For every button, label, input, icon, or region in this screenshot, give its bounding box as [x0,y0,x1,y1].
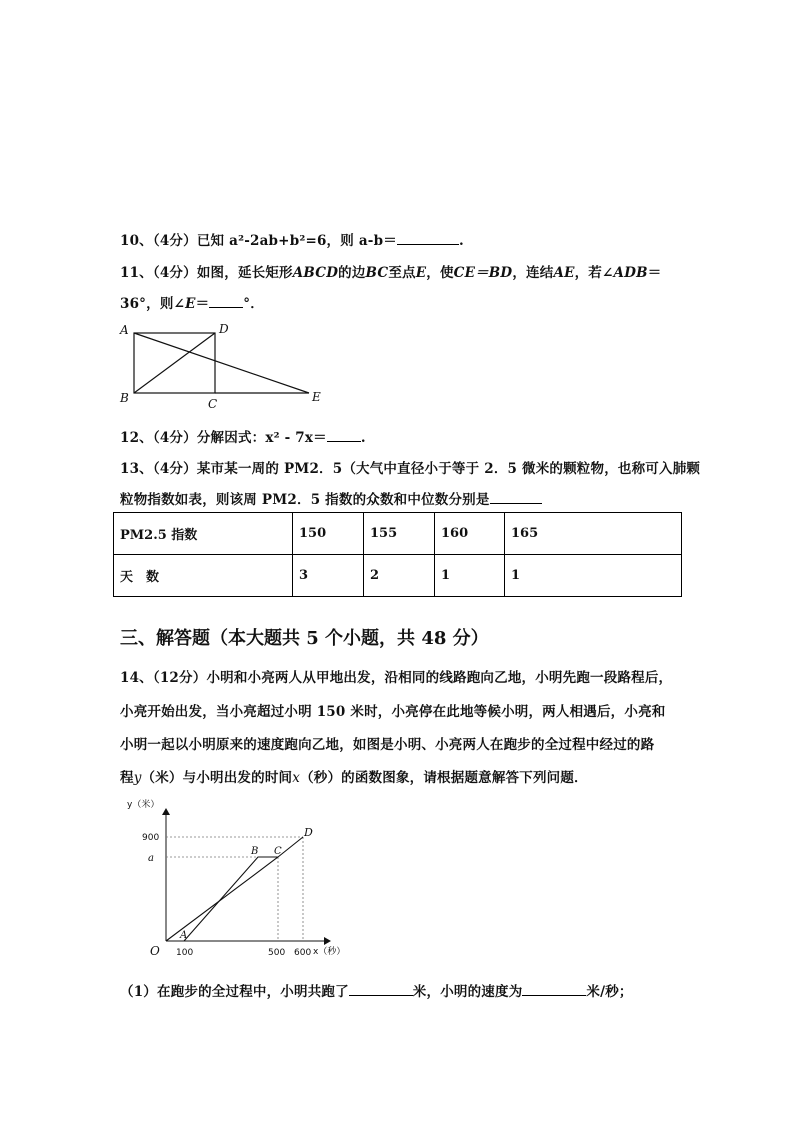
x-axis-label: x（秒） [313,947,346,957]
question-14-line1 [120,666,672,686]
q13-answer-blank[interactable] [490,489,542,504]
q11-text: °． [243,296,264,312]
q11-text: 至点 [388,265,416,281]
label-e: E [312,390,321,404]
table-cell: 155 [364,513,435,555]
y-axis-label: y（米） [127,800,160,810]
q13-text: 粒物指数如表，则该周 PM2．5 指数的众数和中位数分别是 [120,492,490,508]
q11-rect-name: ABCD [292,265,339,281]
q14-points: （12分） [152,670,207,686]
segment-ae [134,333,309,393]
q14-text: 小明和小亮两人从甲地出发，沿相同的线路跑向乙地，小明先跑一段路程后， [206,670,673,686]
label-a: A [120,323,129,337]
x-tick-600: 600 [294,948,312,958]
point-c: C [274,846,282,857]
table-cell: 165 [505,513,682,555]
question-11-line1 [120,261,661,281]
q11-text: 如图，延长矩形 [196,265,293,281]
label-c: C [208,397,218,411]
q14-sub1-text: 米，小明的速度为 [412,984,523,1000]
q11-answer-blank[interactable] [209,293,243,308]
q14-number: 14、 [120,670,153,686]
question-13-line1 [120,457,700,477]
q11-number: 11、 [120,265,153,281]
q12-answer-blank[interactable] [327,427,361,442]
q14-text: 程 [120,770,134,786]
q10-points: （4分） [152,233,197,249]
q13-text: 某市某一周的 PM2．5（大气中直径小于等于 2．5 微米的颗粒物，也称可入肺颗 [196,461,701,477]
diagonal-bd [134,333,215,393]
question-13-line2 [120,488,542,508]
q11-text: ＝ [195,296,210,312]
label-b: B [120,391,129,405]
q14-sub1-blank-speed[interactable] [522,981,586,996]
q14-text: 小明一起以小明原来的速度跑向乙地，如图是小明、小亮两人在跑步的全过程中经过的路 [120,737,655,753]
q10-text: 已知 a²-2ab+b²=6，则 a-b＝ [196,233,397,249]
q10-answer-blank[interactable] [397,230,459,245]
table-cell: 1 [505,555,682,597]
q14-sub1-text: 米/秒； [586,984,633,1000]
q11-text: ＝ [647,265,662,281]
question-14-sub1 [120,980,633,1000]
q14-text: 小亮开始出发，当小亮超过小明 150 米时，小亮停在此地等候小明，两人相遇后，小亮和 [120,704,666,720]
q14-var-x: x [292,770,301,786]
question-14-line3 [120,733,654,753]
q11-side-name: BC [365,265,389,281]
table-cell: 2 [364,555,435,597]
y-tick-900: 900 [142,833,160,843]
pm25-table [113,512,682,597]
point-b: B [251,846,259,857]
q14-var-y: y [133,770,142,786]
q12-text: 分解因式：x² - 7x＝ [196,430,327,446]
q11-segment: AE [553,265,575,281]
q11-text: 36°，则∠ [120,296,186,312]
section-heading: 三、解答题（本大题共 5 个小题，共 48 分） [120,628,489,649]
table-row [114,555,682,597]
q11-text: ，使 [426,265,454,281]
q11-point-e: E [185,296,196,312]
q14-sub1-text: （1）在跑步的全过程中，小明共跑了 [120,984,349,1000]
table-row [114,513,682,555]
question-10 [120,229,464,249]
q11-text: ，若∠ [574,265,614,281]
label-d: D [219,322,229,336]
q10-end: . [458,233,464,249]
q12-points: （4分） [152,430,197,446]
xiaoliang-line [184,857,278,941]
y-tick-a: a [148,853,154,864]
q11-points: （4分） [152,265,197,281]
table-cell: 1 [435,555,505,597]
x-tick-500: 500 [268,948,286,958]
question-14-line2 [120,700,665,720]
q14-sub1-blank-distance[interactable] [349,981,413,996]
q11-text: 的边 [338,265,366,281]
q10-number: 10、 [120,233,153,249]
distance-time-graph [120,795,350,965]
q14-text: （秒）的函数图象，请根据题意解答下列问题． [300,770,588,786]
question-14-line4 [120,766,588,786]
point-d: D [304,826,313,839]
rectangle-figure [115,320,345,410]
question-11-line2 [120,292,264,312]
q11-angle: ADB [613,265,648,281]
q12-end: . [360,430,366,446]
table-cell: 150 [293,513,364,555]
question-12 [120,426,366,446]
table-cell: 天 数 [114,555,293,597]
xiaoming-line [166,837,303,941]
point-o: O [150,944,160,958]
q12-number: 12、 [120,430,153,446]
q11-condition: CE＝BD [453,265,513,281]
table-cell: PM2.5 指数 [114,513,293,555]
q11-text: ，连结 [512,265,554,281]
q13-number: 13、 [120,461,153,477]
point-a: A [180,930,188,941]
x-tick-100: 100 [176,948,194,958]
table-cell: 160 [435,513,505,555]
q14-text: （米）与小明出发的时间 [141,770,293,786]
table-cell: 3 [293,555,364,597]
q13-points: （4分） [152,461,197,477]
q11-point-e: E [415,265,427,281]
